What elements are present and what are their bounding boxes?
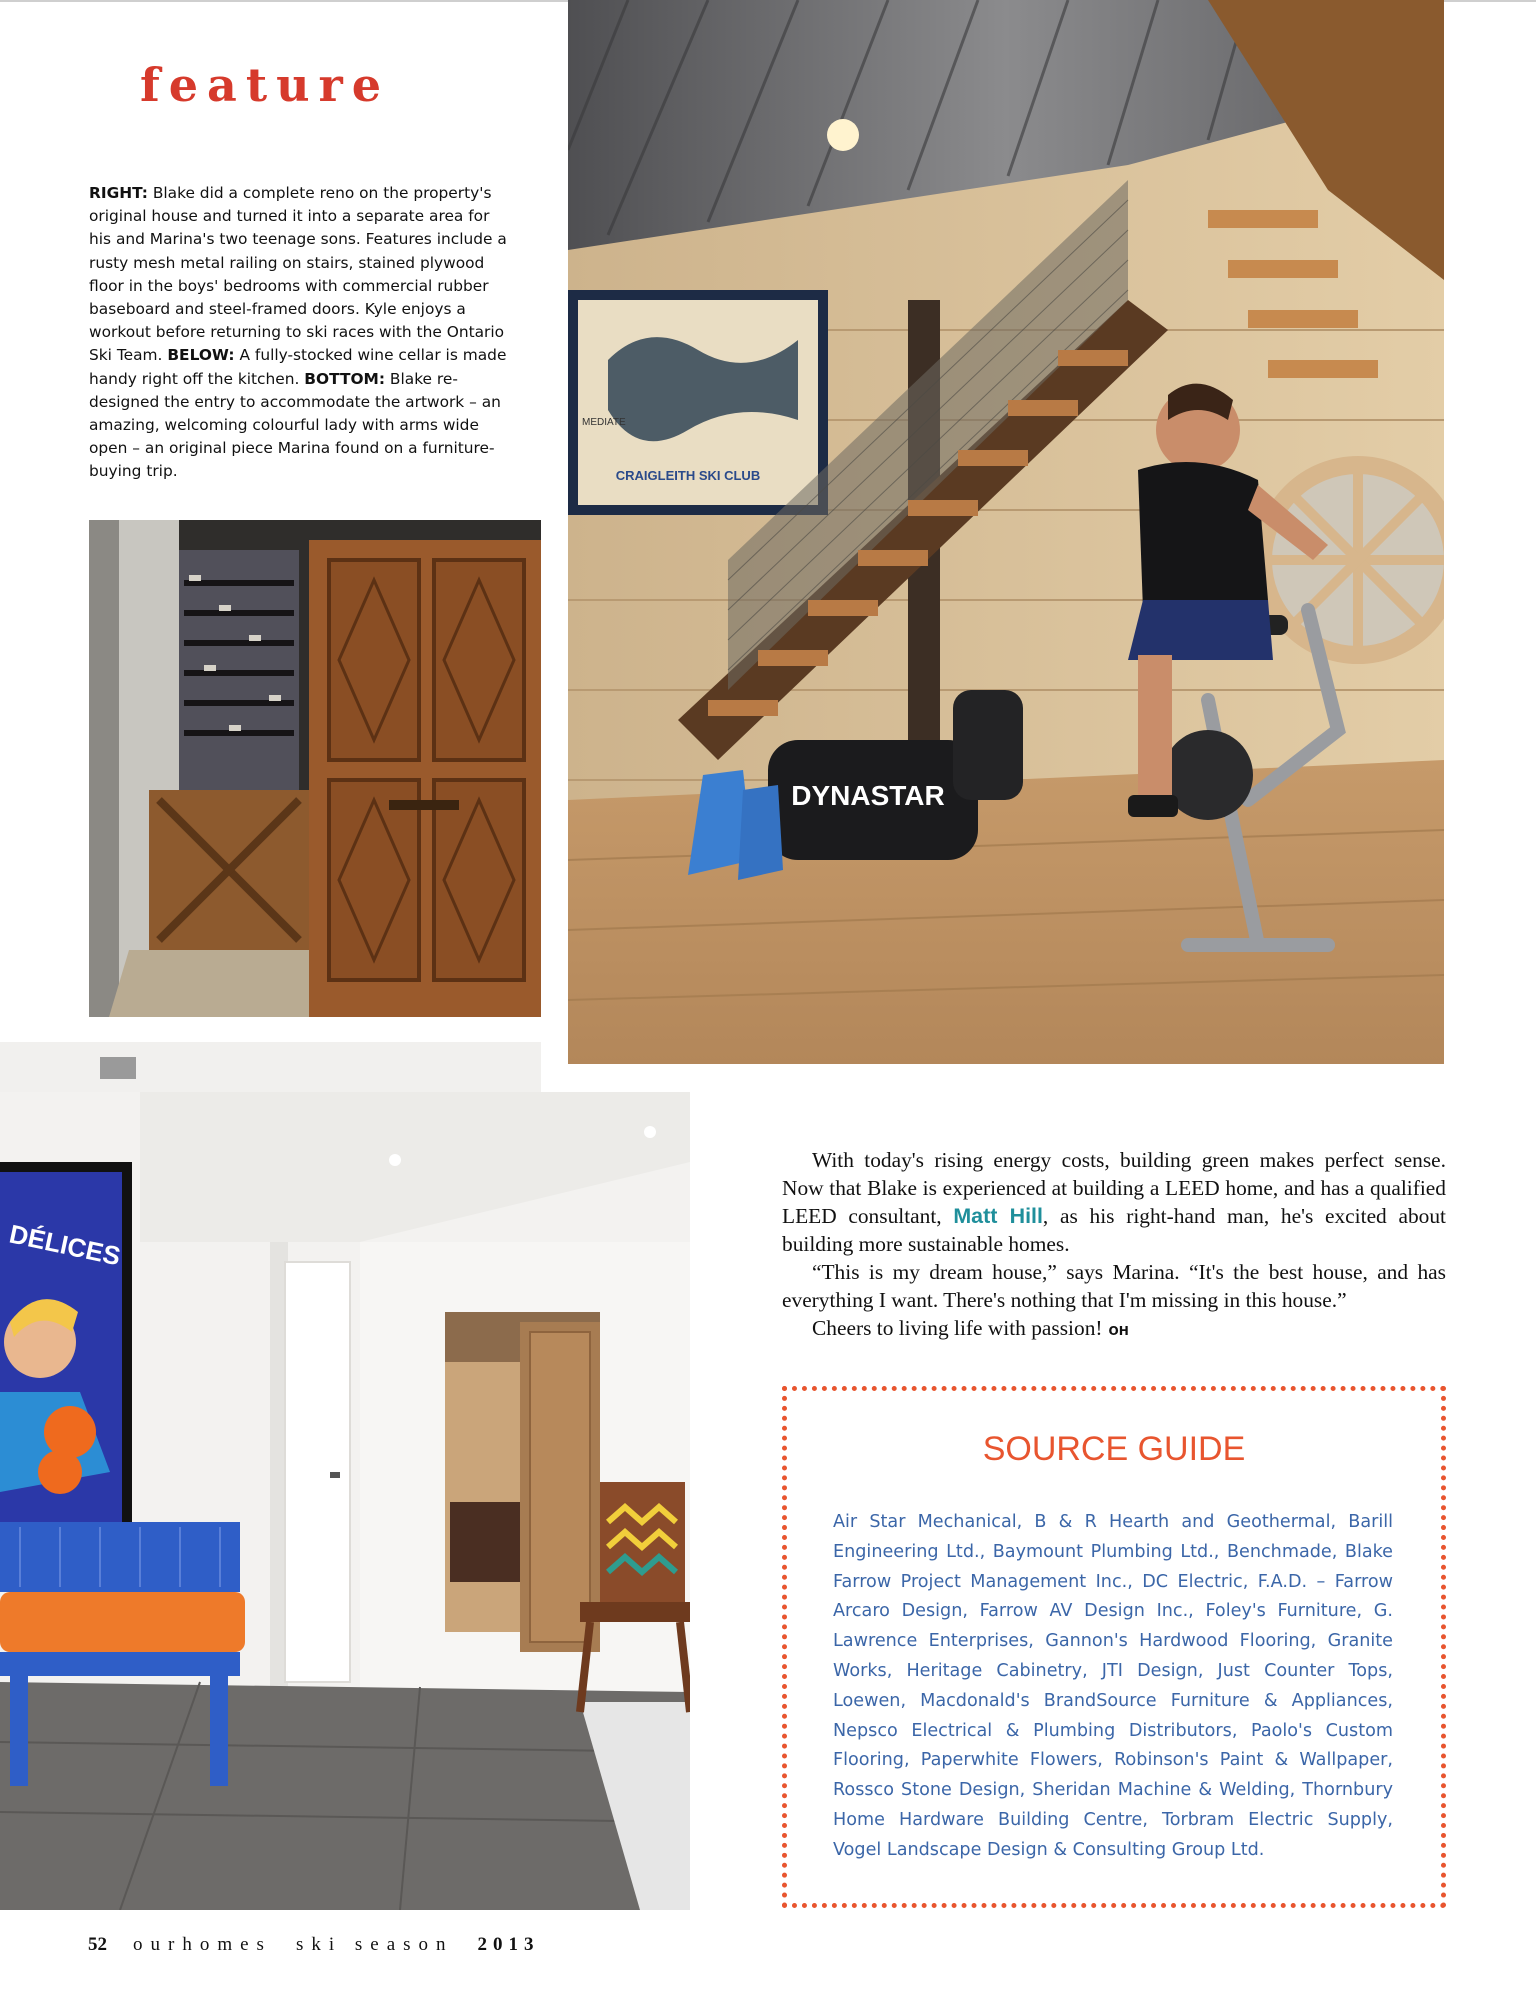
article-p3: Cheers to living life with passion! — [812, 1316, 1103, 1340]
page-footer — [88, 1934, 540, 1956]
entry-photo-top — [0, 1042, 541, 1092]
caption-bottom-label: BOTTOM: — [304, 369, 386, 388]
article-paragraph — [782, 1314, 1446, 1345]
source-guide-list: Air Star Mechanical, B & R Hearth and Geothermal, Barill Engineering Ltd., Baymount Plumbing Ltd., Benchmade, Blake Farrow Project Management Inc., DC Electric, F.A.D. – Farrow Arcaro Design, Farrow AV Design Inc., Foley's Furniture, G. Lawrence Enterprises, Gannon's Hardwood Flooring, Granite Works, Heritage Cabinetry, JTI Design, Just Counter Tops, Loewen, Macdonald's BrandSource Furniture & Appliances, Nepsco Electrical & Plumbing Distributors, Paolo's Custom Flooring, Paperwhite Flowers, Robinson's Paint & Wallpaper, Rossco Stone Design, Sheridan Machine & Welding, Thornbury Home Hardware Building Centre, Torbram Electric Supply, Vogel Landscape Design & Consulting Group Ltd. — [833, 1512, 1393, 1860]
gym-map-side: MEDIATE — [582, 417, 626, 428]
source-guide-title: SOURCE GUIDE — [982, 1430, 1246, 1468]
entry-photo — [0, 1092, 690, 1910]
article-paragraph: “This is my dream house,” says Marina. “It's the best house, and has everything I want. There's nothing that I'm missing in this house.” — [782, 1260, 1446, 1312]
page-number: 52 — [88, 1934, 107, 1955]
gym-photo — [568, 0, 1444, 1064]
issue-year: 2013 — [477, 1934, 540, 1955]
article-p1-after: , as his right-hand man, he's excited about building more sustainable homes. — [782, 1204, 1446, 1256]
issue-edition: ski season — [295, 1934, 454, 1955]
article-paragraph — [782, 1146, 1446, 1258]
caption-below-label: BELOW: — [167, 346, 235, 365]
caption-right-text: Blake did a complete reno on the property's original house and turned it into a separate area for his and Marina's two teenage sons. Features include a rusty mesh metal railing on stairs, stained plywood floor in the boys' bedrooms with commercial rubber baseboard and steel-framed doors. Kyle enjoys a workout before returning to ski races with the Ontario Ski Team. — [89, 184, 507, 365]
caption-bottom-text: Blake re-designed the entry to accommodate the artwork – an amazing, welcoming colourful lady with arms wide open – an original piece Marina found on a furniture-buying trip. — [89, 369, 501, 481]
entry-poster-text: DÉLICES — [6, 1218, 124, 1272]
magazine-name: ourhomes — [133, 1934, 272, 1955]
caption-below-text: A fully-stocked wine cellar is made handy right off the kitchen. — [89, 346, 507, 388]
caption-right-label: RIGHT: — [89, 184, 148, 202]
gym-bag-brand: DYNASTAR — [791, 780, 945, 811]
section-label: feature — [140, 58, 391, 112]
consultant-name: Matt Hill — [953, 1204, 1043, 1228]
wine-cellar-photo — [89, 520, 541, 1017]
article-p1-before: With today's rising energy costs, building green makes perfect sense. Now that Blake is experienced at building a LEED home, and has a qualified LEED consultant, — [782, 1148, 1446, 1228]
gym-map-title: CRAIGLEITH SKI CLUB — [615, 468, 761, 483]
article-body — [782, 1146, 1446, 1345]
photo-caption — [89, 182, 514, 484]
end-mark: OH — [1108, 1324, 1129, 1338]
